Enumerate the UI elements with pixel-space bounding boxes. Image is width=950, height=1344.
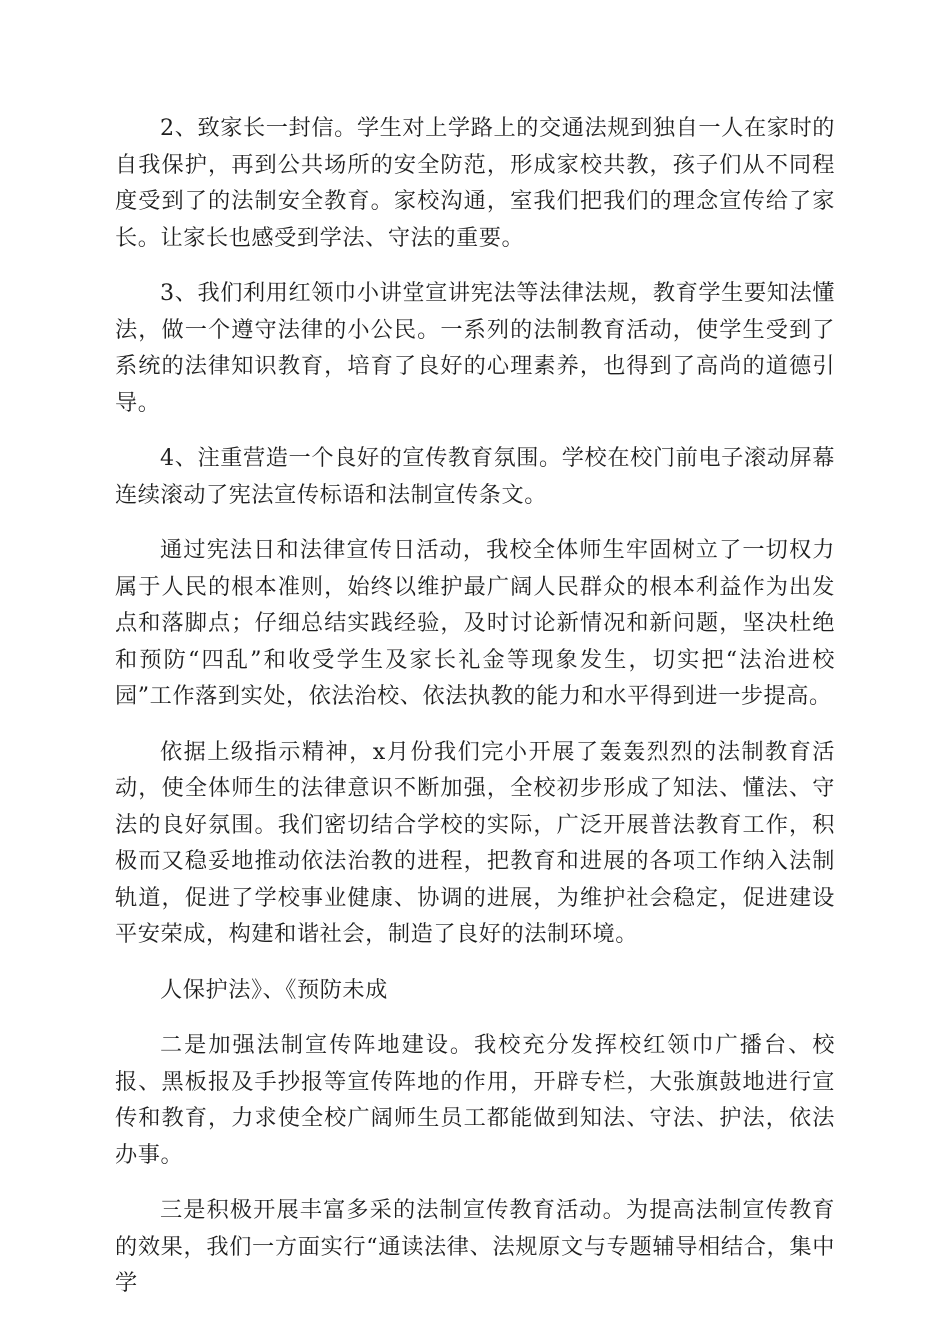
document-body [115, 110, 835, 1321]
paragraph-letter-to-parents: 2、致家长一封信。学生对上学路上的交通法规到独自一人在家时的自我保护，再到公共场所的安全防范，形成家校共教，孩子们从不同程度受到了的法制安全教育。家校沟通，室我们把我们的理念宣传给了家长。让家长也感受到学法、守法的重要。 [115, 115, 835, 251]
paragraph-education-activities: 三是积极开展丰富多采的法制宣传教育活动。为提高法制宣传教育的效果，我们一方面实行“通读法律、法规原文与专题辅导相结合，集中学 [115, 1197, 835, 1296]
paragraph-constitution-day: 通过宪法日和法律宣传日活动，我校全体师生牢固树立了一切权力属于人民的根本准则，始终以维护最广阔人民群众的根本利益作为出发点和落脚点；仔细总结实践经验，及时讨论新情况和新问题，坚决杜绝和预防“四乱”和收受学生及家长礼金等现象发生，切实把“法治进校园”工作落到实处，依法治校、依法执教的能力和水平得到进一步提高。 [115, 537, 835, 709]
paragraph-publicity-positions: 二是加强法制宣传阵地建设。我校充分发挥校红领巾广播台、校报、黑板报及手抄报等宣传阵地的作用，开辟专栏，大张旗鼓地进行宣传和教育，力求使全校广阔师生员工都能做到知法、守法、护法，依法办事。 [115, 1032, 835, 1168]
paragraph-fragment: 人保护法》、《预防未成 [160, 976, 388, 1003]
paragraph-publicity-atmosphere: 4、注重营造一个良好的宣传教育氛围。学校在校门前电子滚动屏幕连续滚动了宪法宣传标语和法制宣传条文。 [115, 445, 835, 508]
paragraph-red-scarf-lecture: 3、我们利用红领巾小讲堂宣讲宪法等法律法规，教育学生要知法懂法，做一个遵守法律的小公民。一系列的法制教育活动，使学生受到了系统的法律知识教育，培育了良好的心理素养，也得到了高尚的道德引导。 [115, 280, 835, 416]
paragraph-legal-education-activities: 依据上级指示精神，x月份我们完小开展了轰轰烈烈的法制教育活动，使全体师生的法律意识不断加强，全校初步形成了知法、懂法、守法的良好氛围。我们密切结合学校的实际，广泛开展普法教育工作，积极而又稳妥地推动依法治教的进程，把教育和进展的各项工作纳入法制轨道，促进了学校事业健康、协调的进展，为维护社会稳定，促进建设平安荣成，构建和谐社会，制造了良好的法制环境。 [115, 738, 835, 947]
